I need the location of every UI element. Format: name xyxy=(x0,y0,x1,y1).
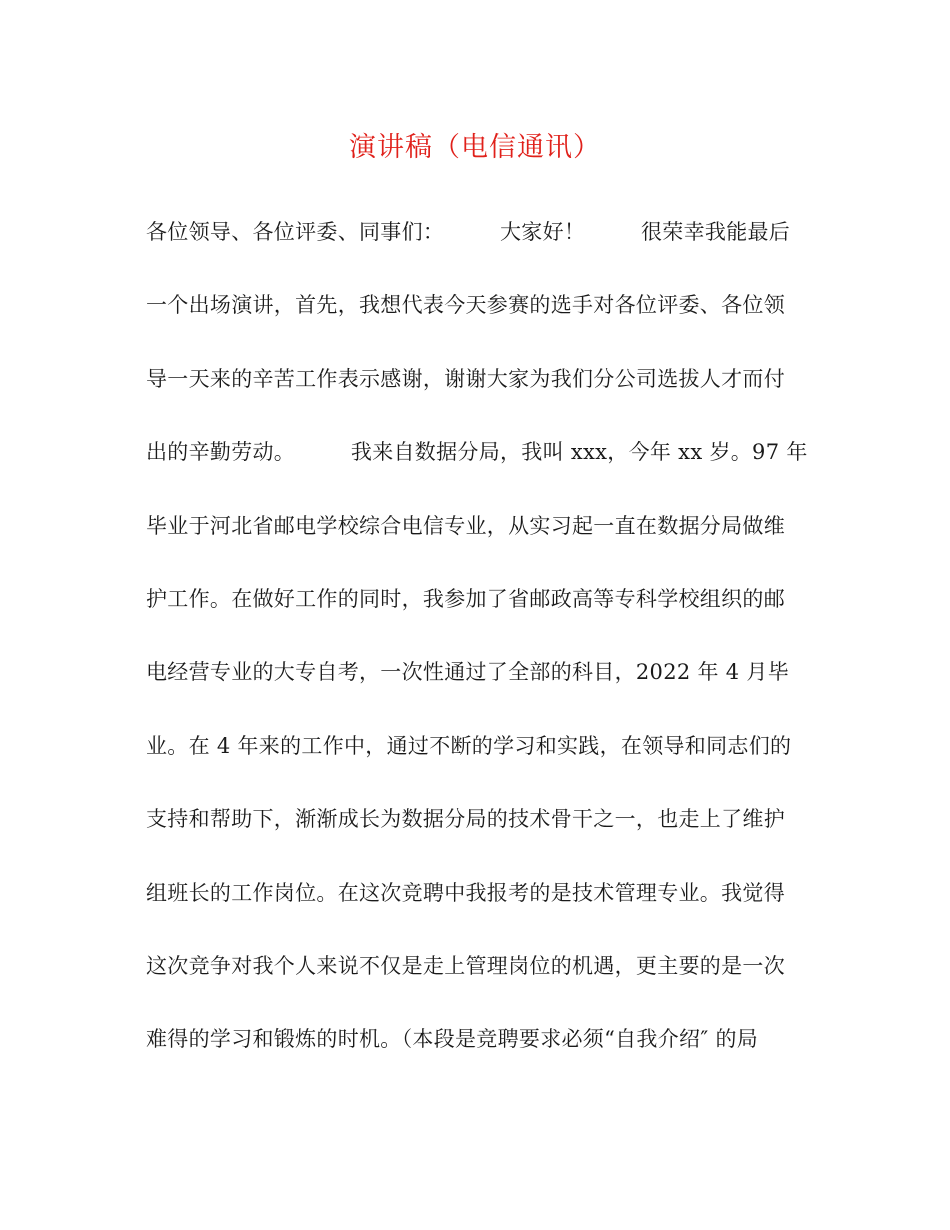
document-title: 演讲稿（电信通讯） xyxy=(349,132,601,163)
body-line: 护工作。在做好工作的同时，我参加了省邮政高等专科学校组织的邮 xyxy=(146,586,785,611)
document-body xyxy=(146,212,806,1093)
body-line: 组班长的工作岗位。在这次竞聘中我报考的是技术管理专业。我觉得 xyxy=(146,880,785,905)
body-line: 支持和帮助下，渐渐成长为数据分局的技术骨干之一，也走上了维护 xyxy=(146,807,785,832)
body-line: 电经营专业的大专自考，一次性通过了全部的科目，2022 年 4 月毕 xyxy=(146,660,790,685)
body-line: 难得的学习和锻炼的时机。（本段是竞聘要求必须“自我介绍″ 的局 xyxy=(146,1027,759,1052)
body-line: 出的辛勤劳动。 我来自数据分局，我叫 xxx，今年 xx 岁。97 年 xyxy=(146,440,808,465)
body-line: 这次竞争对我个人来说不仅是走上管理岗位的机遇，更主要的是一次 xyxy=(146,953,785,978)
body-line: 毕业于河北省邮电学校综合电信专业，从实习起一直在数据分局做维 xyxy=(146,513,785,538)
body-line: 一个出场演讲，首先，我想代表今天参赛的选手对各位评委、各位领 xyxy=(146,293,785,318)
body-line: 业。在 4 年来的工作中，通过不断的学习和实践，在领导和同志们的 xyxy=(146,733,792,758)
body-line: 各位领导、各位评委、同事们： 大家好！ 很荣幸我能最后 xyxy=(146,220,791,244)
body-line: 导一天来的辛苦工作表示感谢，谢谢大家为我们分公司选拔人才而付 xyxy=(146,366,785,391)
